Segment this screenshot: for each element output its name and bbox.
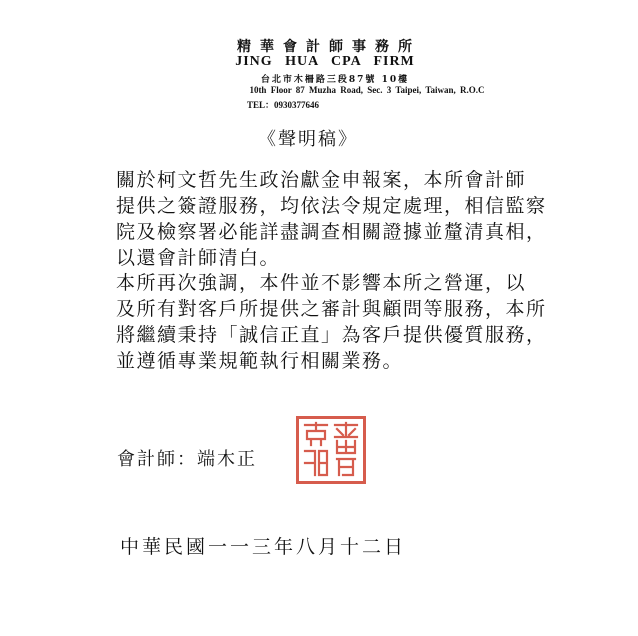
paragraph-1-line: 以還會計師清白。 bbox=[116, 247, 281, 269]
seal-glyphs bbox=[299, 419, 363, 481]
address-chinese: 台北市木柵路三段87號 10樓 bbox=[260, 75, 410, 85]
paragraph-1-line: 院及檢察署必能詳盡調查相關證據並釐清真相， bbox=[116, 221, 547, 243]
firm-name-chinese: 精華會計師事務所 bbox=[237, 39, 421, 55]
red-seal-stamp bbox=[296, 416, 366, 484]
paragraph-2-line: 將繼續秉持「誠信正直」為客戶提供優質服務， bbox=[116, 324, 547, 346]
paragraph-1 bbox=[116, 167, 586, 271]
paragraph-2-line: 本所再次強調，本件並不影響本所之營運，以 bbox=[116, 272, 527, 294]
telephone: TEL：0930377646 bbox=[247, 100, 320, 110]
document-date: 中華民國一一三年八月十二日 bbox=[120, 536, 407, 558]
paragraph-1-line: 關於柯文哲先生政治獻金申報案，本所會計師 bbox=[116, 169, 527, 191]
firm-name-english: JING HUA CPA FIRM bbox=[235, 54, 415, 69]
statement-title: 《聲明稿》 bbox=[258, 129, 358, 150]
paragraph-2 bbox=[116, 270, 586, 374]
paragraph-2-line: 並遵循專業規範執行相關業務。 bbox=[116, 350, 404, 372]
paragraph-2-line: 及所有對客戶所提供之審計與顧問等服務，本所 bbox=[116, 298, 547, 320]
signer-line: 會計師：端木正 bbox=[117, 449, 257, 470]
paragraph-1-line: 提供之簽證服務，均依法令規定處理，相信監察 bbox=[116, 195, 547, 217]
address-english: 10th Floor 87 Muzha Road, Sec. 3 Taipei, Taiwan, R.O.C bbox=[249, 85, 485, 95]
